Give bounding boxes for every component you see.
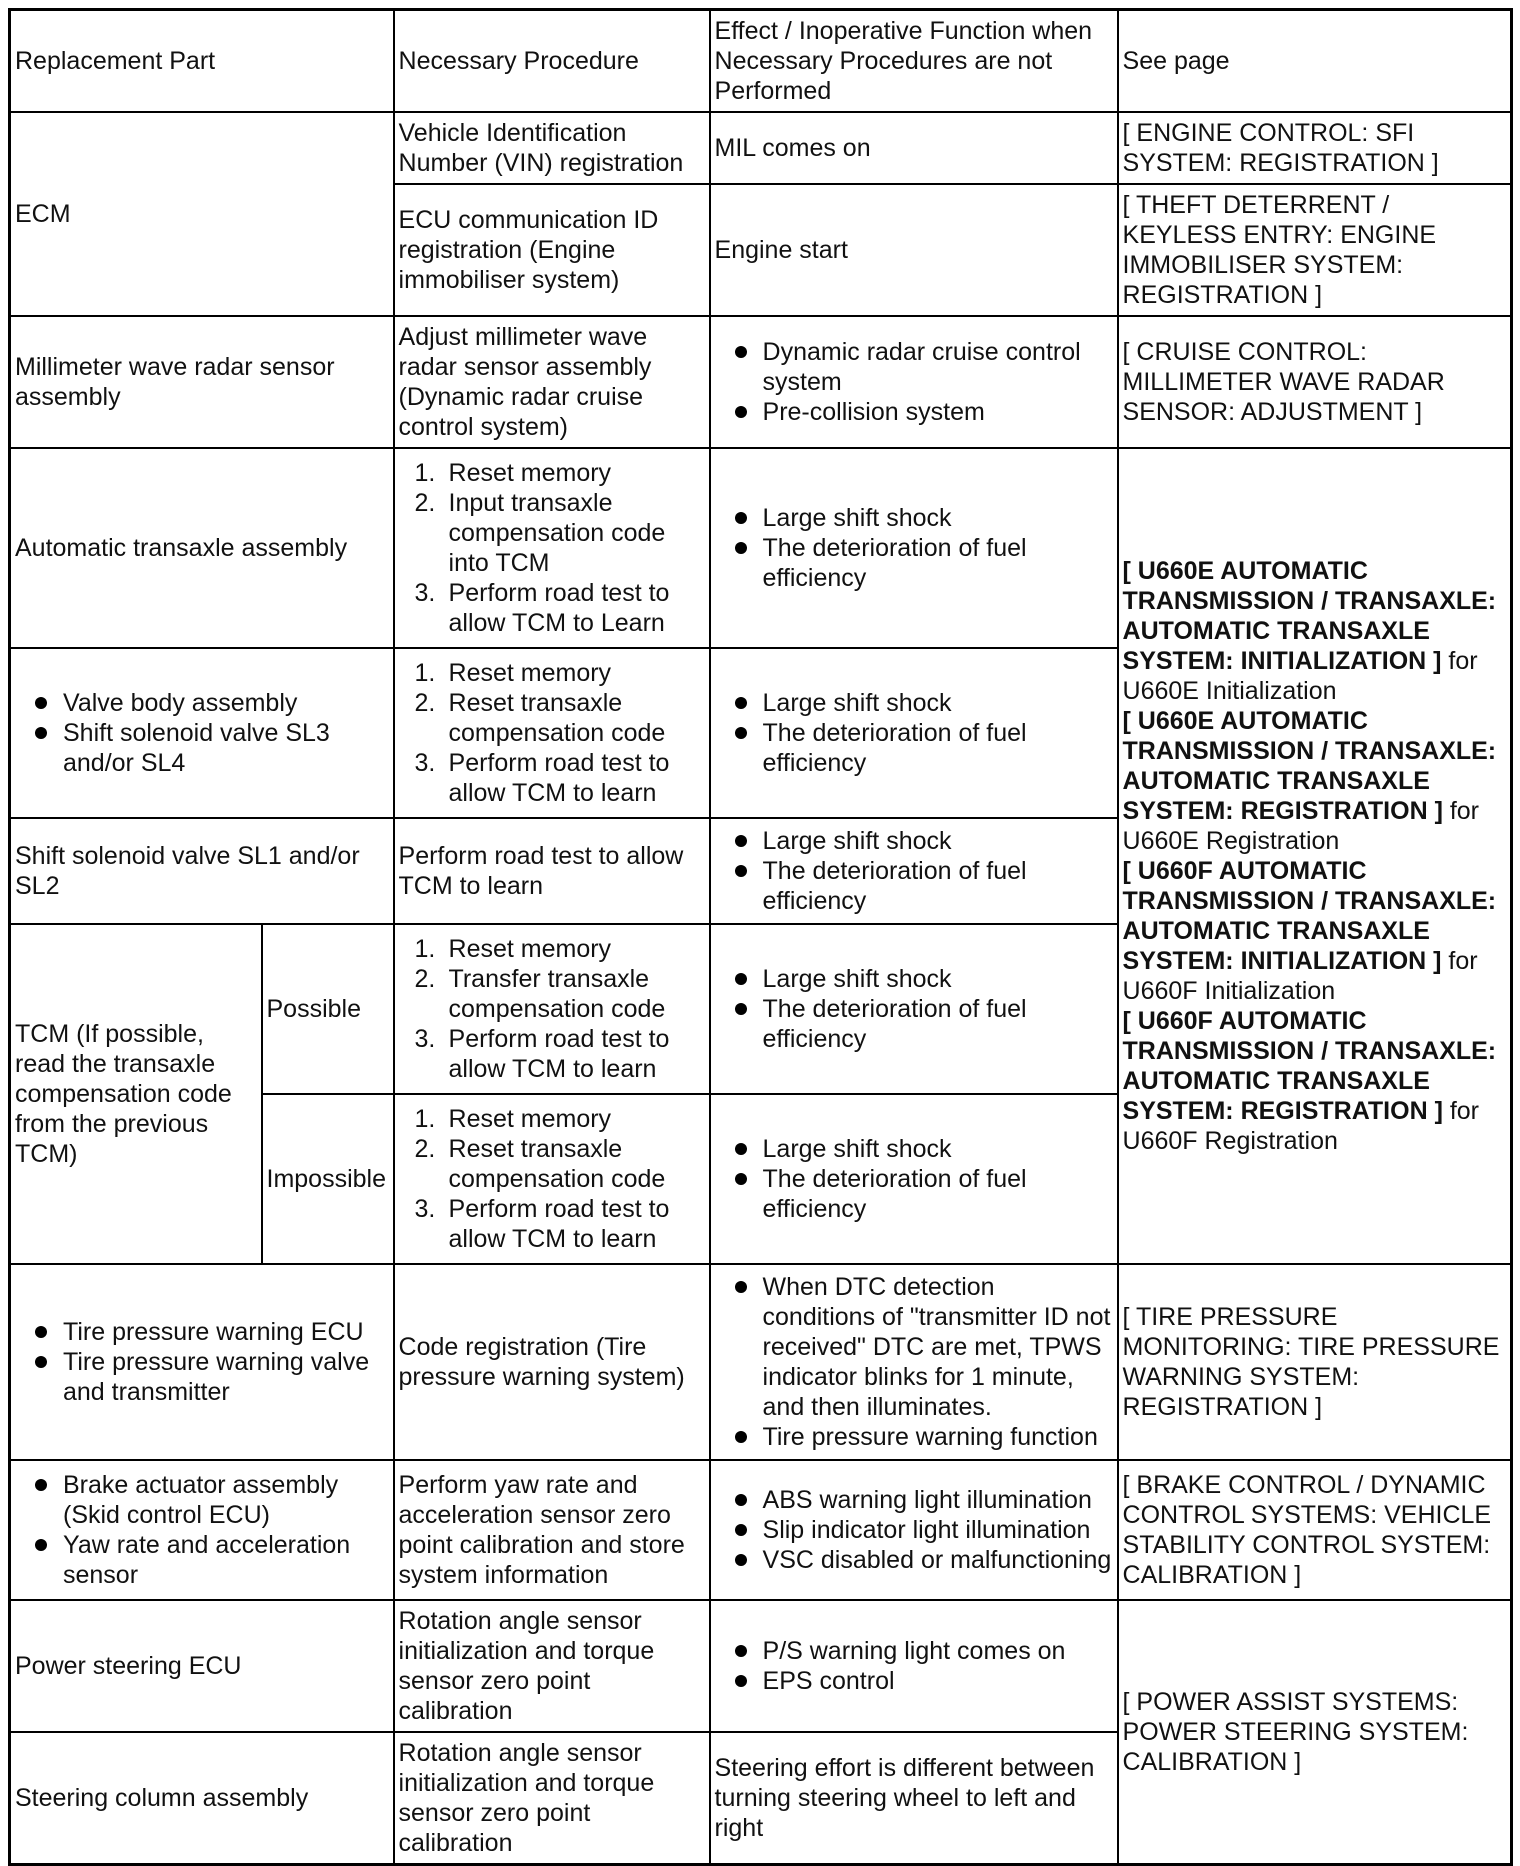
list-item: The deterioration of fuel efficiency xyxy=(715,1164,1114,1224)
list-item: Tire pressure warning valve and transmitter xyxy=(15,1347,390,1407)
list-item: Slip indicator light illumination xyxy=(715,1515,1114,1545)
list-item: Dynamic radar cruise control system xyxy=(715,337,1114,397)
list-item: 2. Input transaxle compensation code into TCM xyxy=(414,488,666,577)
tcm-impossible-label: Impossible xyxy=(262,1094,394,1264)
see-u660e-init: [ U660E AUTOMATIC TRANSMISSION / TRANSAXLE: AUTOMATIC TRANSAXLE SYSTEM: INITIALIZATION ] for U660E Initialization xyxy=(1122,556,1497,705)
list-item: Brake actuator assembly (Skid control ECU) xyxy=(15,1470,390,1530)
list-item: Tire pressure warning ECU xyxy=(15,1317,390,1347)
effect-list xyxy=(710,448,1118,648)
procedure-adjust-radar: Adjust millimeter wave radar sensor assembly (Dynamic radar cruise control system) xyxy=(394,316,710,448)
see-transaxle-pages xyxy=(1118,448,1512,1264)
effect-engine-start: Engine start xyxy=(710,184,1118,316)
list-item: Large shift shock xyxy=(715,1134,1114,1164)
list-item: Yaw rate and acceleration sensor xyxy=(15,1530,390,1590)
procedure-rotation-angle-init: Rotation angle sensor initialization and torque sensor zero point calibration xyxy=(394,1600,710,1732)
part-ecm: ECM xyxy=(10,112,394,316)
list-item: The deterioration of fuel efficiency xyxy=(715,533,1114,593)
header-necessary-procedure: Necessary Procedure xyxy=(394,10,710,112)
list-item: Shift solenoid valve SL3 and/or SL4 xyxy=(15,718,390,778)
table-row xyxy=(10,448,1512,648)
part-tcm: TCM (If possible, read the transaxle compensation code from the previous TCM) xyxy=(10,924,262,1264)
table-row xyxy=(10,1264,1512,1460)
effect-list xyxy=(710,1600,1118,1732)
list-item: Tire pressure warning function xyxy=(715,1422,1114,1452)
replacement-procedures-table xyxy=(8,8,1513,1866)
part-steering-column: Steering column assembly xyxy=(10,1732,394,1865)
see-tire-pressure-registration: [ TIRE PRESSURE MONITORING: TIRE PRESSURE WARNING SYSTEM: REGISTRATION ] xyxy=(1118,1264,1512,1460)
effect-steering-effort: Steering effort is different between turning steering wheel to left and right xyxy=(710,1732,1118,1865)
see-radar-adjustment: [ CRUISE CONTROL: MILLIMETER WAVE RADAR SENSOR: ADJUSTMENT ] xyxy=(1118,316,1512,448)
table-row xyxy=(10,112,1512,184)
list-item: 2. Reset transaxle compensation code xyxy=(414,688,666,747)
list-item: Valve body assembly xyxy=(15,688,390,718)
table-row xyxy=(10,316,1512,448)
table-row xyxy=(10,1600,1512,1732)
list-item: 1. Reset memory xyxy=(414,934,612,963)
see-immobiliser-registration: [ THEFT DETERRENT / KEYLESS ENTRY: ENGINE IMMOBILISER SYSTEM: REGISTRATION ] xyxy=(1118,184,1512,316)
list-item: 3. Perform road test to allow TCM to learn xyxy=(414,1194,670,1253)
header-see-page: See page xyxy=(1118,10,1512,112)
procedure-steps xyxy=(394,1094,710,1264)
procedure-road-test: Perform road test to allow TCM to learn xyxy=(394,818,710,924)
procedure-yaw-calibration: Perform yaw rate and acceleration sensor zero point calibration and store system information xyxy=(394,1460,710,1600)
header-row xyxy=(10,10,1512,112)
procedure-code-registration: Code registration (Tire pressure warning system) xyxy=(394,1264,710,1460)
list-item: 1. Reset memory xyxy=(414,1104,612,1133)
see-u660e-registration: [ U660E AUTOMATIC TRANSMISSION / TRANSAXLE: AUTOMATIC TRANSAXLE SYSTEM: REGISTRATION ] for U660E Registration xyxy=(1122,706,1497,855)
effect-list xyxy=(710,1264,1118,1460)
list-item: Pre-collision system xyxy=(715,397,1114,427)
procedure-steps xyxy=(394,648,710,818)
part-radar-sensor: Millimeter wave radar sensor assembly xyxy=(10,316,394,448)
see-sfi-registration: [ ENGINE CONTROL: SFI SYSTEM: REGISTRATION ] xyxy=(1118,112,1512,184)
list-item: Large shift shock xyxy=(715,826,1114,856)
effect-list xyxy=(710,648,1118,818)
procedure-ecu-id-registration: ECU communication ID registration (Engine immobiliser system) xyxy=(394,184,710,316)
part-valve-body-list xyxy=(10,648,394,818)
part-power-steering-ecu: Power steering ECU xyxy=(10,1600,394,1732)
list-item: EPS control xyxy=(715,1666,1114,1696)
list-item: 1. Reset memory xyxy=(414,458,612,487)
procedure-vin-registration: Vehicle Identification Number (VIN) registration xyxy=(394,112,710,184)
effect-list xyxy=(710,818,1118,924)
see-u660f-registration: [ U660F AUTOMATIC TRANSMISSION / TRANSAXLE: AUTOMATIC TRANSAXLE SYSTEM: REGISTRATION ] for U660F Registration xyxy=(1122,1006,1497,1155)
list-item: 1. Reset memory xyxy=(414,658,612,687)
procedure-rotation-angle-init: Rotation angle sensor initialization and torque sensor zero point calibration xyxy=(394,1732,710,1865)
part-tire-pressure-list xyxy=(10,1264,394,1460)
header-replacement-part: Replacement Part xyxy=(10,10,394,112)
list-item: VSC disabled or malfunctioning xyxy=(715,1545,1114,1575)
tcm-possible-label: Possible xyxy=(262,924,394,1094)
list-item: Large shift shock xyxy=(715,964,1114,994)
list-item: P/S warning light comes on xyxy=(715,1636,1114,1666)
part-shift-solenoid-sl1: Shift solenoid valve SL1 and/or SL2 xyxy=(10,818,394,924)
procedure-steps xyxy=(394,448,710,648)
procedure-steps xyxy=(394,924,710,1094)
list-item: Large shift shock xyxy=(715,688,1114,718)
list-item: 2. Transfer transaxle compensation code xyxy=(414,964,666,1023)
effect-radar-list xyxy=(710,316,1118,448)
table-row xyxy=(10,1460,1512,1600)
list-item: 3. Perform road test to allow TCM to Learn xyxy=(414,578,670,637)
header-effect: Effect / Inoperative Function when Necessary Procedures are not Performed xyxy=(710,10,1118,112)
list-item: ABS warning light illumination xyxy=(715,1485,1114,1515)
see-power-steering-calibration: [ POWER ASSIST SYSTEMS: POWER STEERING SYSTEM: CALIBRATION ] xyxy=(1118,1600,1512,1865)
see-u660f-init: [ U660F AUTOMATIC TRANSMISSION / TRANSAXLE: AUTOMATIC TRANSAXLE SYSTEM: INITIALIZATION ] for U660F Initialization xyxy=(1122,856,1497,1005)
list-item: When DTC detection conditions of "transmitter ID not received" DTC are met, TPWS indicator blinks for 1 minute, and then illuminates. xyxy=(715,1272,1114,1422)
list-item: Large shift shock xyxy=(715,503,1114,533)
list-item: 2. Reset transaxle compensation code xyxy=(414,1134,666,1193)
see-vsc-calibration: [ BRAKE CONTROL / DYNAMIC CONTROL SYSTEMS: VEHICLE STABILITY CONTROL SYSTEM: CALIBRATION ] xyxy=(1118,1460,1512,1600)
part-brake-list xyxy=(10,1460,394,1600)
effect-list xyxy=(710,1460,1118,1600)
part-automatic-transaxle: Automatic transaxle assembly xyxy=(10,448,394,648)
effect-mil: MIL comes on xyxy=(710,112,1118,184)
list-item: The deterioration of fuel efficiency xyxy=(715,856,1114,916)
list-item: The deterioration of fuel efficiency xyxy=(715,994,1114,1054)
list-item: The deterioration of fuel efficiency xyxy=(715,718,1114,778)
list-item: 3. Perform road test to allow TCM to learn xyxy=(414,1024,670,1083)
effect-list xyxy=(710,924,1118,1094)
effect-list xyxy=(710,1094,1118,1264)
list-item: 3. Perform road test to allow TCM to learn xyxy=(414,748,670,807)
